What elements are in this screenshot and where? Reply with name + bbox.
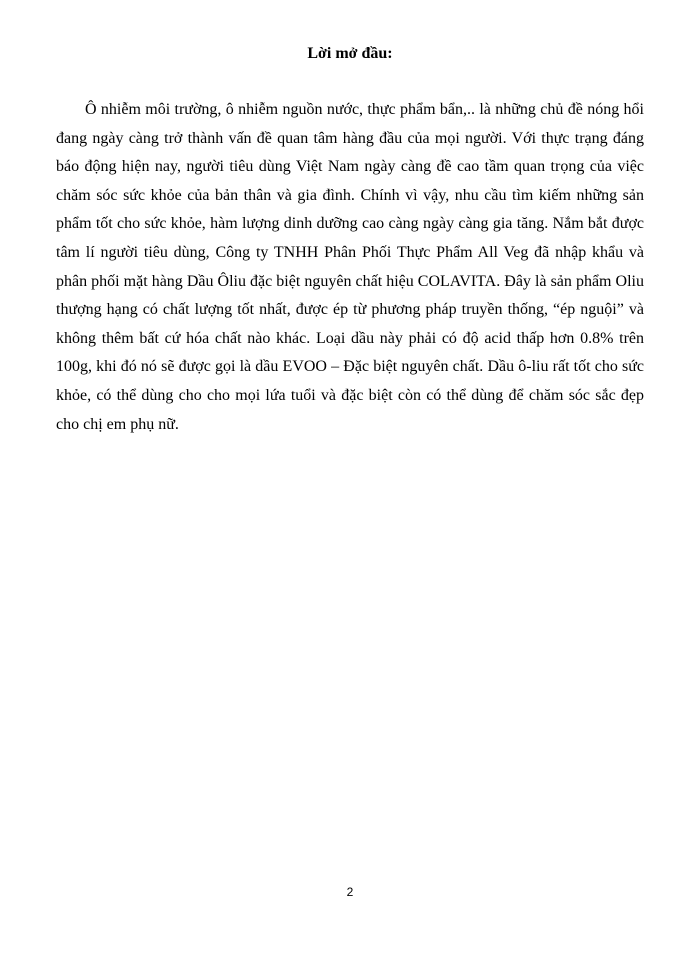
intro-paragraph: Ô nhiễm môi trường, ô nhiễm nguồn nước, thực phẩm bẩn,.. là những chủ đề nóng hổi đang ngày càng trở thành vấn đề quan tâm hàng đầu của mọi người. Với thực trạng đáng báo động hiện nay, người tiêu dùng Việt Nam ngày càng đề cao tầm quan trọng của việc chăm sóc sức khỏe của bản thân và gia đình. Chính vì vậy, nhu cầu tìm kiếm những sản phẩm tốt cho sức khỏe, hàm lượng dinh dưỡng cao càng ngày càng gia tăng. Nắm bắt được tâm lí người tiêu dùng, Công ty TNHH Phân Phối Thực Phẩm All Veg đã nhập khẩu và phân phối mặt hàng Dầu Ôliu đặc biệt nguyên chất hiệu COLAVITA. Đây là sản phẩm Oliu thượng hạng có chất lượng tốt nhất, được ép từ phương pháp truyền thống, “ép nguội” và không thêm bất cứ hóa chất nào khác. Loại dầu này phải có độ acid thấp hơn 0.8% trên 100g, khi đó nó sẽ được gọi là dầu EVOO – Đặc biệt nguyên chất. Dầu ô-liu rất tốt cho sức khỏe, có thể dùng cho cho mọi lứa tuổi và đặc biệt còn có thể dùng để chăm sóc sắc đẹp cho chị em phụ nữ. [56,101,644,433]
page-title: Lời mở đầu: [307,45,393,62]
page-number: 2 [346,885,354,899]
